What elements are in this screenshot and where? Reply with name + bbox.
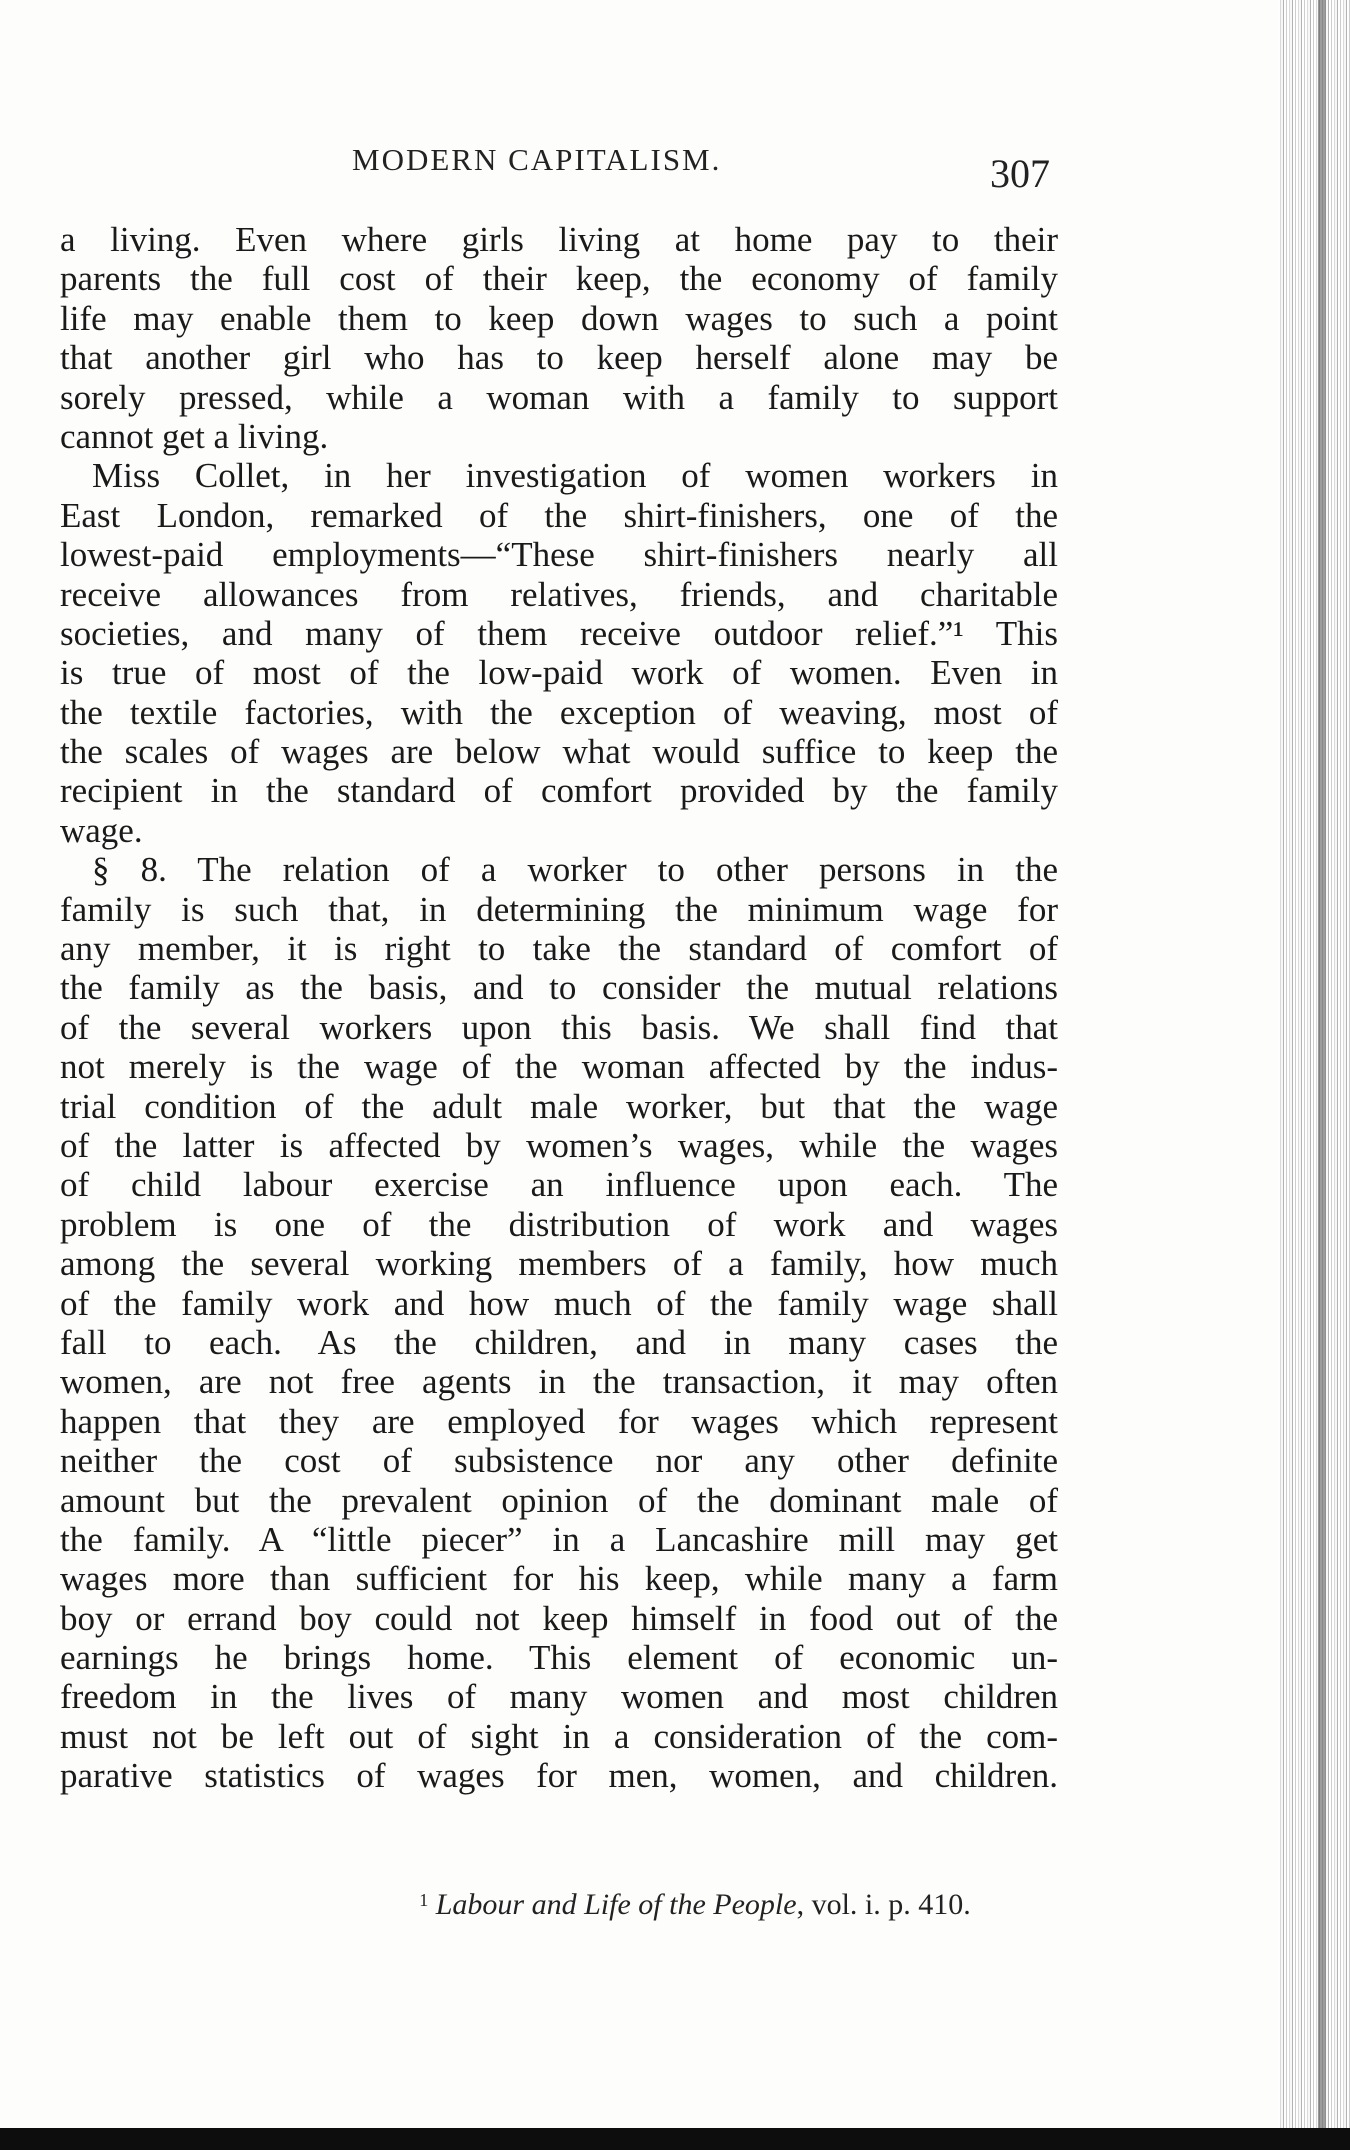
text-line: any member, it is right to take the standard of comfort of <box>60 929 1058 969</box>
text-line: of the latter is affected by women’s wages, while the wages <box>60 1125 1058 1165</box>
text-line: cannot get a living. <box>60 416 329 456</box>
page-number: 307 <box>990 151 1050 196</box>
text-line: the textile factories, with the exception of weaving, most of <box>60 692 1058 732</box>
body-text <box>60 220 1058 1796</box>
text-line: not merely is the wage of the woman affected by the indus- <box>60 1047 1058 1087</box>
text-line: fall to each. As the children, and in many cases the <box>60 1322 1058 1362</box>
text-line: that another girl who has to keep herself alone may be <box>60 338 1058 378</box>
footnote-marker: 1 <box>419 1890 429 1910</box>
binding-shadow <box>1318 0 1326 2150</box>
text-line: recipient in the standard of comfort provided by the family <box>60 771 1058 811</box>
adjacent-page-edge <box>1278 0 1350 2150</box>
text-line: the family as the basis, and to consider the mutual relations <box>60 968 1058 1008</box>
text-line: the scales of wages are below what would suffice to keep the <box>60 732 1058 772</box>
text-line: sorely pressed, while a woman with a family to support <box>60 377 1058 417</box>
text-line: the family. A “little piecer” in a Lancashire mill may get <box>60 1519 1058 1559</box>
text-line: wages more than sufficient for his keep, while many a farm <box>60 1559 1058 1599</box>
text-line: receive allowances from relatives, friends, and charitable <box>60 574 1058 614</box>
text-line: neither the cost of subsistence nor any other definite <box>60 1441 1058 1481</box>
text-line: among the several working members of a family, how much <box>60 1244 1058 1284</box>
scan-bottom-border <box>0 2128 1350 2150</box>
text-line: Miss Collet, in her investigation of women workers in <box>92 456 1058 496</box>
text-line: trial condition of the adult male worker, but that the wage <box>60 1086 1058 1126</box>
text-line: family is such that, in determining the minimum wage for <box>60 889 1058 929</box>
text-line: parative statistics of wages for men, women, and children. <box>60 1756 1058 1796</box>
text-line: § 8. The relation of a worker to other persons in the <box>92 850 1058 890</box>
footnote <box>0 1888 1350 1922</box>
text-line: parents the full cost of their keep, the economy of family <box>60 259 1058 299</box>
text-line: of child labour exercise an influence upon each. The <box>60 1165 1058 1205</box>
text-line: women, are not free agents in the transaction, it may often <box>60 1362 1058 1402</box>
text-line: of the family work and how much of the family wage shall <box>60 1283 1058 1323</box>
footnote-title: Labour and Life of the People <box>435 1888 797 1921</box>
text-line: life may enable them to keep down wages to such a point <box>60 298 1058 338</box>
text-line: happen that they are employed for wages which represent <box>60 1401 1058 1441</box>
text-line: problem is one of the distribution of work and wages <box>60 1204 1058 1244</box>
text-line: is true of most of the low-paid work of women. Even in <box>60 653 1058 693</box>
footnote-reference: , vol. i. p. 410. <box>796 1888 971 1921</box>
text-line: lowest-paid employments—“These shirt-finishers nearly all <box>60 535 1058 575</box>
text-line: amount but the prevalent opinion of the dominant male of <box>60 1480 1058 1520</box>
text-line: earnings he brings home. This element of economic un- <box>60 1638 1058 1678</box>
running-head: MODERN CAPITALISM. <box>352 142 722 177</box>
text-line: of the several workers upon this basis. We shall find that <box>60 1007 1058 1047</box>
text-line: boy or errand boy could not keep himself in food out of the <box>60 1598 1058 1638</box>
text-line: freedom in the lives of many women and most children <box>60 1677 1058 1717</box>
text-line: societies, and many of them receive outdoor relief.”¹ This <box>60 613 1058 653</box>
text-line: a living. Even where girls living at home pay to their <box>60 220 1058 259</box>
text-line: East London, remarked of the shirt-finishers, one of the <box>60 495 1058 535</box>
text-line: wage. <box>60 810 143 850</box>
text-line: must not be left out of sight in a consideration of the com- <box>60 1716 1058 1756</box>
